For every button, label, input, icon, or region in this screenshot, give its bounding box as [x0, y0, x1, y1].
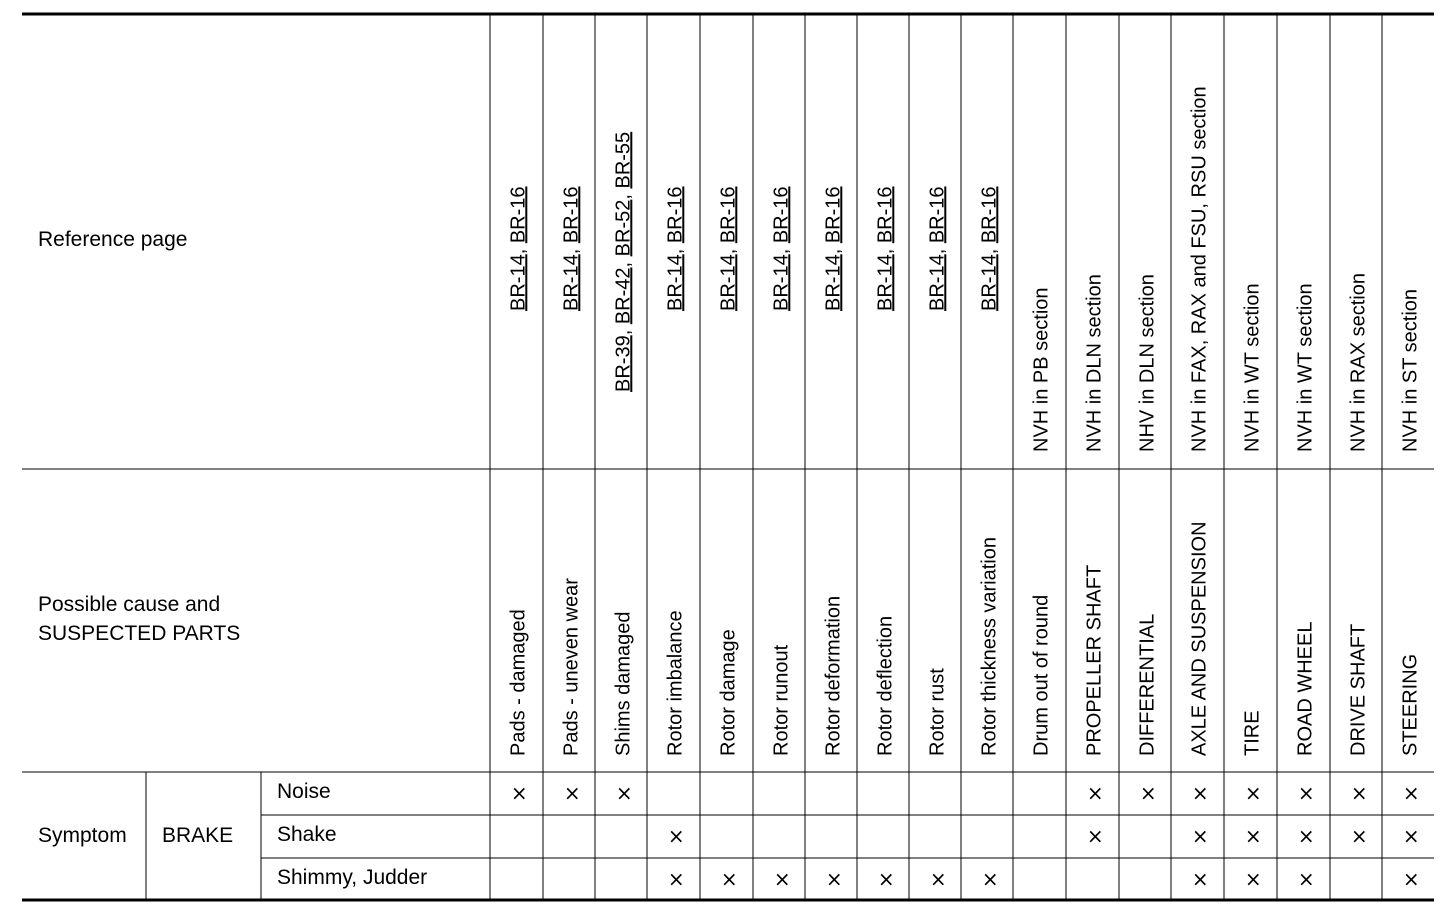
suspected-part-label: DIFFERENTIAL	[1136, 613, 1159, 756]
reference-text	[770, 186, 792, 311]
x-mark-icon: ×	[1350, 824, 1368, 848]
x-mark-icon: ×	[1139, 781, 1157, 805]
suspected-part-label: AXLE AND SUSPENSION	[1188, 521, 1211, 756]
reference-separator: ,	[507, 243, 530, 255]
reference-link[interactable]: BR-39	[612, 335, 635, 392]
reference-text	[874, 186, 896, 311]
suspected-part-cell	[717, 629, 739, 756]
x-mark-icon: ×	[773, 867, 791, 891]
reference-cell	[1030, 287, 1052, 452]
suspected-part-cell	[612, 611, 634, 756]
x-mark-icon: ×	[1086, 824, 1104, 848]
reference-separator: ,	[664, 243, 687, 255]
reference-separator: ,	[926, 243, 949, 255]
x-mark-icon: ×	[1350, 781, 1368, 805]
suspected-part-cell	[664, 610, 686, 756]
suspected-part-label: Pads - uneven wear	[560, 578, 583, 756]
suspected-part-label: TIRE	[1241, 710, 1264, 756]
reference-link[interactable]: BR-14	[770, 254, 793, 311]
reference-cell[interactable]	[822, 186, 844, 311]
x-mark-icon: ×	[1191, 824, 1209, 848]
reference-cell	[1083, 274, 1105, 452]
reference-text: NVH in WT section	[1241, 283, 1264, 452]
reference-text	[978, 186, 1000, 311]
suspected-part-cell	[1399, 654, 1421, 756]
suspected-part-cell	[560, 578, 582, 756]
symptom-row-label: Shake	[277, 823, 337, 846]
reference-text	[560, 186, 582, 311]
reference-cell[interactable]	[978, 186, 1000, 311]
suspected-part-label: STEERING	[1399, 653, 1422, 756]
reference-cell	[1294, 283, 1316, 452]
x-mark-icon: ×	[563, 781, 581, 805]
reference-separator: ,	[560, 243, 583, 255]
x-mark-icon: ×	[1244, 867, 1262, 891]
reference-link[interactable]: BR-14	[664, 254, 687, 311]
x-mark-icon: ×	[510, 781, 528, 805]
suspected-part-cell	[1347, 624, 1369, 756]
reference-text: NVH in DLN section	[1083, 274, 1106, 452]
suspected-part-label: DRIVE SHAFT	[1347, 623, 1370, 756]
reference-separator: ,	[978, 243, 1001, 255]
x-mark-icon: ×	[667, 867, 685, 891]
suspected-part-cell	[822, 596, 844, 756]
x-mark-icon: ×	[1086, 781, 1104, 805]
reference-link[interactable]: BR-55	[612, 131, 635, 189]
x-mark-icon: ×	[1297, 867, 1315, 891]
suspected-part-cell	[507, 609, 529, 756]
reference-link[interactable]: BR-14	[507, 254, 530, 311]
suspected-part-cell	[978, 537, 1000, 756]
x-mark-icon: ×	[929, 867, 947, 891]
reference-link[interactable]: BR-14	[874, 254, 897, 311]
reference-link[interactable]: BR-52	[612, 199, 635, 257]
reference-link[interactable]: BR-16	[560, 186, 583, 244]
suspected-part-label: Rotor runout	[770, 644, 793, 756]
reference-link[interactable]: BR-14	[717, 254, 740, 311]
suspected-part-label: Rotor deformation	[822, 595, 845, 756]
reference-cell	[1188, 86, 1210, 452]
x-mark-icon: ×	[981, 867, 999, 891]
reference-text	[612, 132, 634, 392]
reference-text	[717, 186, 739, 311]
reference-text	[507, 186, 529, 311]
x-mark-icon: ×	[825, 867, 843, 891]
reference-link[interactable]: BR-14	[560, 254, 583, 311]
reference-page-header: Reference page	[38, 228, 188, 251]
reference-separator: ,	[770, 243, 793, 255]
symptom-row-label: Noise	[277, 780, 331, 803]
suspected-part-label: Drum out of round	[1030, 594, 1053, 756]
suspected-part-label: Rotor damage	[717, 629, 740, 756]
reference-separator: ,	[612, 256, 635, 268]
reference-link[interactable]: BR-14	[978, 254, 1001, 311]
reference-link[interactable]: BR-14	[926, 254, 949, 311]
reference-text	[664, 186, 686, 311]
x-mark-icon: ×	[1402, 781, 1420, 805]
suspected-part-cell	[1030, 595, 1052, 756]
reference-link[interactable]: BR-42	[612, 267, 635, 325]
reference-separator: ,	[612, 324, 635, 336]
table-row	[277, 823, 1420, 848]
suspected-part-cell	[1294, 622, 1316, 756]
x-mark-icon: ×	[667, 824, 685, 848]
reference-link[interactable]: BR-16	[770, 186, 793, 244]
x-mark-icon: ×	[1191, 781, 1209, 805]
reference-link[interactable]: BR-16	[874, 186, 897, 244]
reference-cell[interactable]	[612, 132, 634, 392]
table-columns	[507, 86, 1421, 756]
x-mark-icon: ×	[1191, 867, 1209, 891]
reference-text: NVH in ST section	[1399, 288, 1422, 452]
suspected-part-cell	[874, 616, 896, 756]
reference-cell	[1347, 273, 1369, 452]
suspected-part-label: PROPELLER SHAFT	[1083, 564, 1106, 756]
reference-text: NVH in WT section	[1294, 283, 1317, 452]
possible-cause-header-line1: Possible cause and	[38, 593, 221, 616]
table-row	[277, 780, 1420, 805]
reference-cell	[1399, 289, 1421, 452]
table-rows	[277, 780, 1420, 891]
x-mark-icon: ×	[1244, 781, 1262, 805]
reference-link[interactable]: BR-16	[978, 186, 1001, 244]
reference-text: NVH in PB section	[1030, 287, 1053, 452]
reference-cell[interactable]	[507, 186, 529, 311]
reference-cell[interactable]	[770, 186, 792, 311]
table-grid	[22, 14, 1434, 900]
suspected-part-cell	[1188, 521, 1210, 756]
reference-link[interactable]: BR-16	[822, 186, 845, 244]
suspected-part-cell	[926, 668, 948, 756]
reference-link[interactable]: BR-16	[717, 186, 740, 244]
suspected-part-label: Rotor rust	[926, 668, 949, 756]
reference-cell[interactable]	[664, 186, 686, 311]
reference-cell	[1241, 283, 1263, 452]
reference-separator: ,	[822, 243, 845, 255]
reference-text	[926, 186, 948, 311]
x-mark-icon: ×	[1297, 781, 1315, 805]
reference-separator: ,	[717, 243, 740, 255]
reference-link[interactable]: BR-16	[664, 186, 687, 244]
suspected-part-cell	[1083, 565, 1105, 756]
possible-cause-header-line2: SUSPECTED PARTS	[38, 622, 241, 645]
suspected-part-label: Rotor imbalance	[664, 610, 687, 756]
reference-text: NVH in FAX, RAX and FSU, RSU section	[1188, 86, 1211, 452]
reference-separator: ,	[874, 243, 897, 255]
x-mark-icon: ×	[720, 867, 738, 891]
x-mark-icon: ×	[615, 781, 633, 805]
symptom-row-label: Shimmy, Judder	[277, 866, 428, 889]
reference-cell	[1136, 274, 1158, 452]
reference-link[interactable]: BR-14	[822, 254, 845, 311]
reference-cell[interactable]	[717, 186, 739, 311]
x-mark-icon: ×	[1402, 824, 1420, 848]
suspected-part-label: Rotor deflection	[874, 615, 897, 756]
x-mark-icon: ×	[877, 867, 895, 891]
reference-text	[822, 186, 844, 311]
reference-cell[interactable]	[926, 186, 948, 311]
reference-text: NHV in DLN section	[1136, 274, 1159, 452]
reference-cell[interactable]	[560, 186, 582, 311]
suspected-part-cell	[1136, 614, 1158, 756]
reference-cell[interactable]	[874, 186, 896, 311]
symptom-label: Symptom	[38, 824, 127, 847]
x-mark-icon: ×	[1297, 824, 1315, 848]
x-mark-icon: ×	[1244, 824, 1262, 848]
table-row	[277, 866, 1420, 891]
suspected-part-label: Pads - damaged	[507, 609, 530, 756]
suspected-part-label: Shims damaged	[612, 611, 635, 756]
reference-separator: ,	[612, 188, 635, 200]
suspected-part-label: ROAD WHEEL	[1294, 621, 1317, 756]
brake-label: BRAKE	[162, 824, 234, 847]
reference-link[interactable]: BR-16	[926, 186, 949, 244]
reference-link[interactable]: BR-16	[507, 186, 530, 244]
x-mark-icon: ×	[1402, 867, 1420, 891]
suspected-part-cell	[770, 644, 792, 756]
suspected-part-label: Rotor thickness variation	[978, 537, 1001, 756]
reference-text: NVH in RAX section	[1347, 273, 1370, 452]
suspected-part-cell	[1241, 710, 1263, 756]
